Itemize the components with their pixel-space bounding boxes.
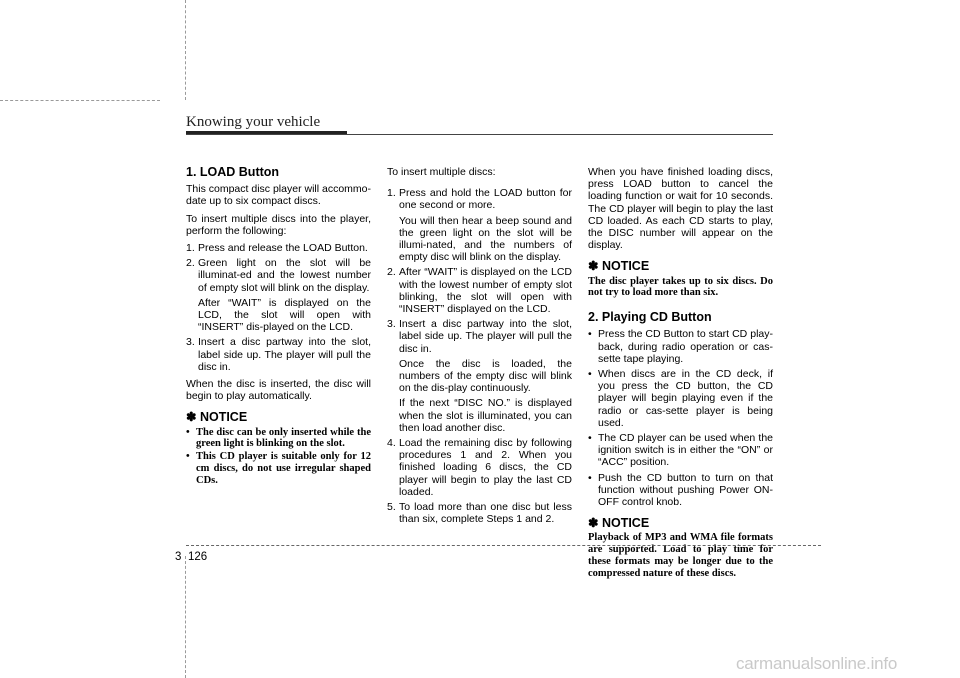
list-item: • The CD player can be used when the ignition switch is in either the “ON” or “ACC” position. (588, 432, 773, 469)
list-item: 5. To load more than one disc but less than six, complete Steps 1 and 2. (387, 501, 572, 526)
list-item: • Push the CD button to turn on that function without pushing Power ON-OFF control knob. (588, 471, 773, 509)
section-title: Knowing your vehicle (186, 114, 321, 130)
column-2 (387, 166, 572, 530)
notice-heading: ✽ NOTICE (186, 410, 248, 425)
list-item: 1. Press and release the LOAD Button. (186, 242, 368, 255)
notice-text: Playback of MP3 and WMA file formats are supported. Load to play time for these formats may be longer due to the compressed nature of these discs. (588, 532, 773, 579)
load-button-heading: 1. LOAD Button (186, 165, 280, 179)
page-number: 126 (188, 551, 208, 563)
notice-heading: ✽ NOTICE (588, 516, 650, 531)
column-1 (186, 166, 371, 492)
list-item: • The disc can be only inserted while the green light is blinking on the slot. (186, 426, 371, 450)
crop-mark-top (185, 0, 186, 100)
list-item: 2. After “WAIT” is displayed on the LCD with the lowest number of empty slot blinking, the slot will open with “INSERT” displayed on the LCD. (387, 266, 572, 316)
column-3 (588, 166, 773, 588)
steps-list (387, 187, 572, 525)
paragraph: When the disc is inserted, the disc will begin to play automatically. (186, 378, 371, 403)
list-item: 4. Load the remaining disc by following procedures 1 and 2. When you finished loading 6 discs, the CD player will begin to play the last CD loaded. (387, 437, 572, 498)
crop-mark-left-top (0, 100, 160, 101)
chapter-number: 3 (175, 551, 182, 563)
notice-heading: ✽ NOTICE (588, 259, 650, 274)
watermark: carmanualsonline.info (736, 654, 898, 673)
list-item: 3. Insert a disc partway into the slot, label side up. The player will pull the disc in. Once the disc is loaded, the numbers of the empty disc will blink on the dis-play continuously. If the next “DISC NO.” is displayed when the slot is illuminated, you can then load another disc. (387, 318, 572, 434)
header-rule (186, 134, 773, 135)
bullet-list (588, 328, 773, 508)
footer-rule (186, 545, 821, 546)
list-item: 2. Green light on the slot will be illuminat-ed and the lowest number of empty slot will blink on the display. After “WAIT” is displayed on the LCD, the slot will open with “INSERT” dis-played on the LCD. (186, 257, 371, 334)
list-item: 3. Insert a disc partway into the slot, label side up. The player will pull the disc in. (186, 336, 371, 373)
list-item: 1. Press and hold the LOAD button for one second or more. You will then hear a beep sound and the green light on the slot will be illumi-nated, and the numbers of empty disc will blink on the display. (387, 187, 572, 264)
playing-cd-heading: 2. Playing CD Button (588, 310, 712, 325)
notice-list (186, 427, 371, 487)
list-item: • This CD player is suitable only for 12 cm discs, do not use irregular shaped CDs. (186, 451, 371, 486)
notice-text: The disc player takes up to six discs. Do not try to load more than six. (588, 275, 773, 299)
paragraph: To insert multiple discs: (387, 166, 496, 178)
steps-list (186, 242, 371, 373)
list-item: • When discs are in the CD deck, if you press the CD button, the CD player will begin playing even if the radio or cas-sette player is being used. (588, 368, 773, 429)
paragraph: To insert multiple discs into the player, perform the following: (186, 212, 371, 237)
crop-mark-bottom (185, 556, 186, 678)
paragraph: When you have finished loading discs, press LOAD button to cancel the loading function or wait for 10 seconds. The CD player will begin to play the last CD loaded. As each CD starts to play, the DISC number will appear on the display. (588, 166, 773, 252)
paragraph: This compact disc player will accommo-date up to six compact discs. (186, 183, 371, 208)
list-item: • Press the CD Button to start CD play-back, during radio operation or cas-sette tape playing. (588, 328, 773, 365)
